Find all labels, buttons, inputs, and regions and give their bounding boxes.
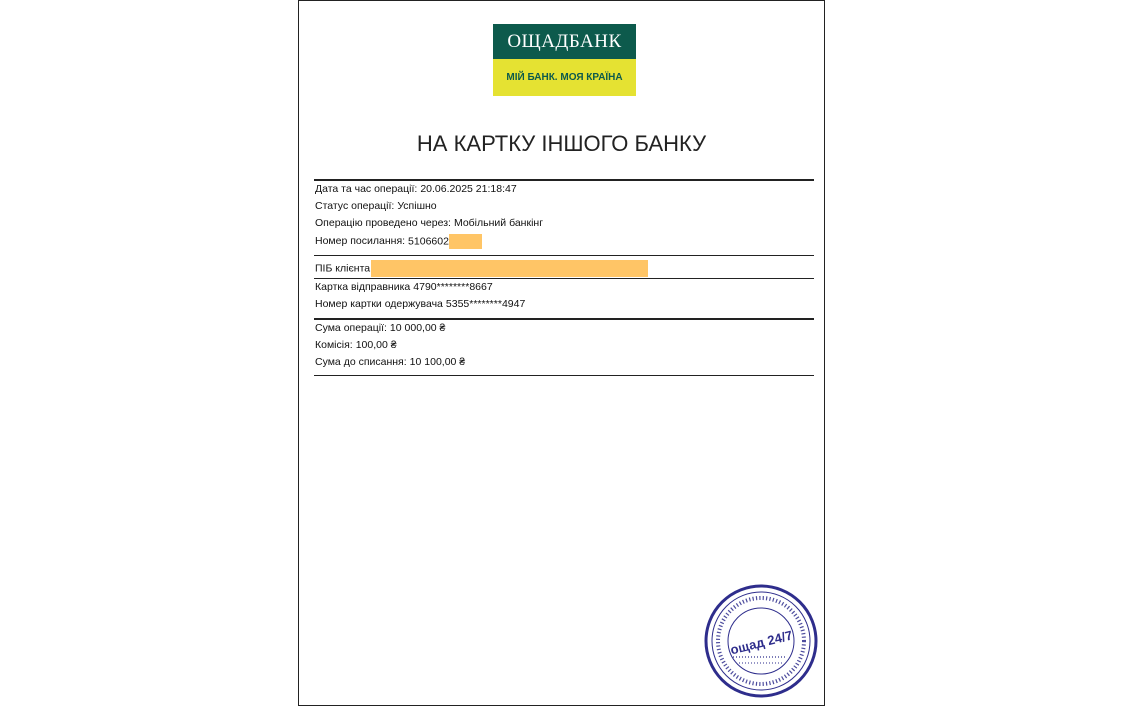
sender-card-row xyxy=(315,281,493,293)
recipient-card-value: 5355********4947 xyxy=(445,298,526,310)
operation-status-row xyxy=(315,200,437,212)
sender-card-label: Картка відправника xyxy=(315,281,411,293)
total-debit-value: 10 100,00 ₴ xyxy=(409,356,466,368)
bank-stamp xyxy=(703,583,819,699)
divider xyxy=(314,318,814,320)
client-name-row xyxy=(315,260,648,277)
operation-channel-value: Мобільний банкінг xyxy=(453,217,544,229)
total-debit-row xyxy=(315,356,465,368)
reference-number-row xyxy=(315,234,482,249)
operation-datetime-value: 20.06.2025 21:18:47 xyxy=(420,183,517,195)
operation-amount-value: 10 000,00 ₴ xyxy=(389,322,446,334)
operation-status-label: Статус операції: xyxy=(315,200,395,212)
operation-datetime-row xyxy=(315,183,517,195)
fee-row xyxy=(315,339,397,351)
recipient-card-row xyxy=(315,298,525,310)
divider xyxy=(314,255,814,256)
divider xyxy=(314,375,814,376)
client-name-label: ПІБ клієнта xyxy=(315,262,371,275)
reference-number-value: 5106602 xyxy=(408,235,449,248)
operation-channel-label: Операцію проведено через: xyxy=(315,217,451,229)
fee-label: Комісія: xyxy=(315,339,353,351)
recipient-card-label: Номер картки одержувача xyxy=(315,298,443,310)
operation-amount-label: Сума операції: xyxy=(315,322,387,334)
bank-logo-slogan: МІЙ БАНК. МОЯ КРАЇНА xyxy=(493,59,636,96)
total-debit-label: Сума до списання: xyxy=(315,356,407,368)
operation-status-value: Успішно xyxy=(397,200,437,212)
operation-datetime-label: Дата та час операції: xyxy=(315,183,418,195)
divider xyxy=(314,278,814,279)
bank-logo xyxy=(493,24,636,96)
fee-value: 100,00 ₴ xyxy=(355,339,397,351)
bank-logo-name: ОЩАДБАНК xyxy=(493,24,636,59)
operation-amount-row xyxy=(315,322,445,334)
reference-redaction xyxy=(449,234,482,249)
sender-card-value: 4790********8667 xyxy=(413,281,493,293)
divider xyxy=(314,179,814,181)
stamp-center-text: ощад 24/7 xyxy=(728,627,794,658)
operation-channel-row xyxy=(315,217,543,229)
reference-number-label: Номер посилання: xyxy=(315,235,406,248)
receipt-page xyxy=(298,0,825,706)
client-name-redaction xyxy=(371,260,648,277)
receipt-title: НА КАРТКУ ІНШОГО БАНКУ xyxy=(416,131,707,156)
